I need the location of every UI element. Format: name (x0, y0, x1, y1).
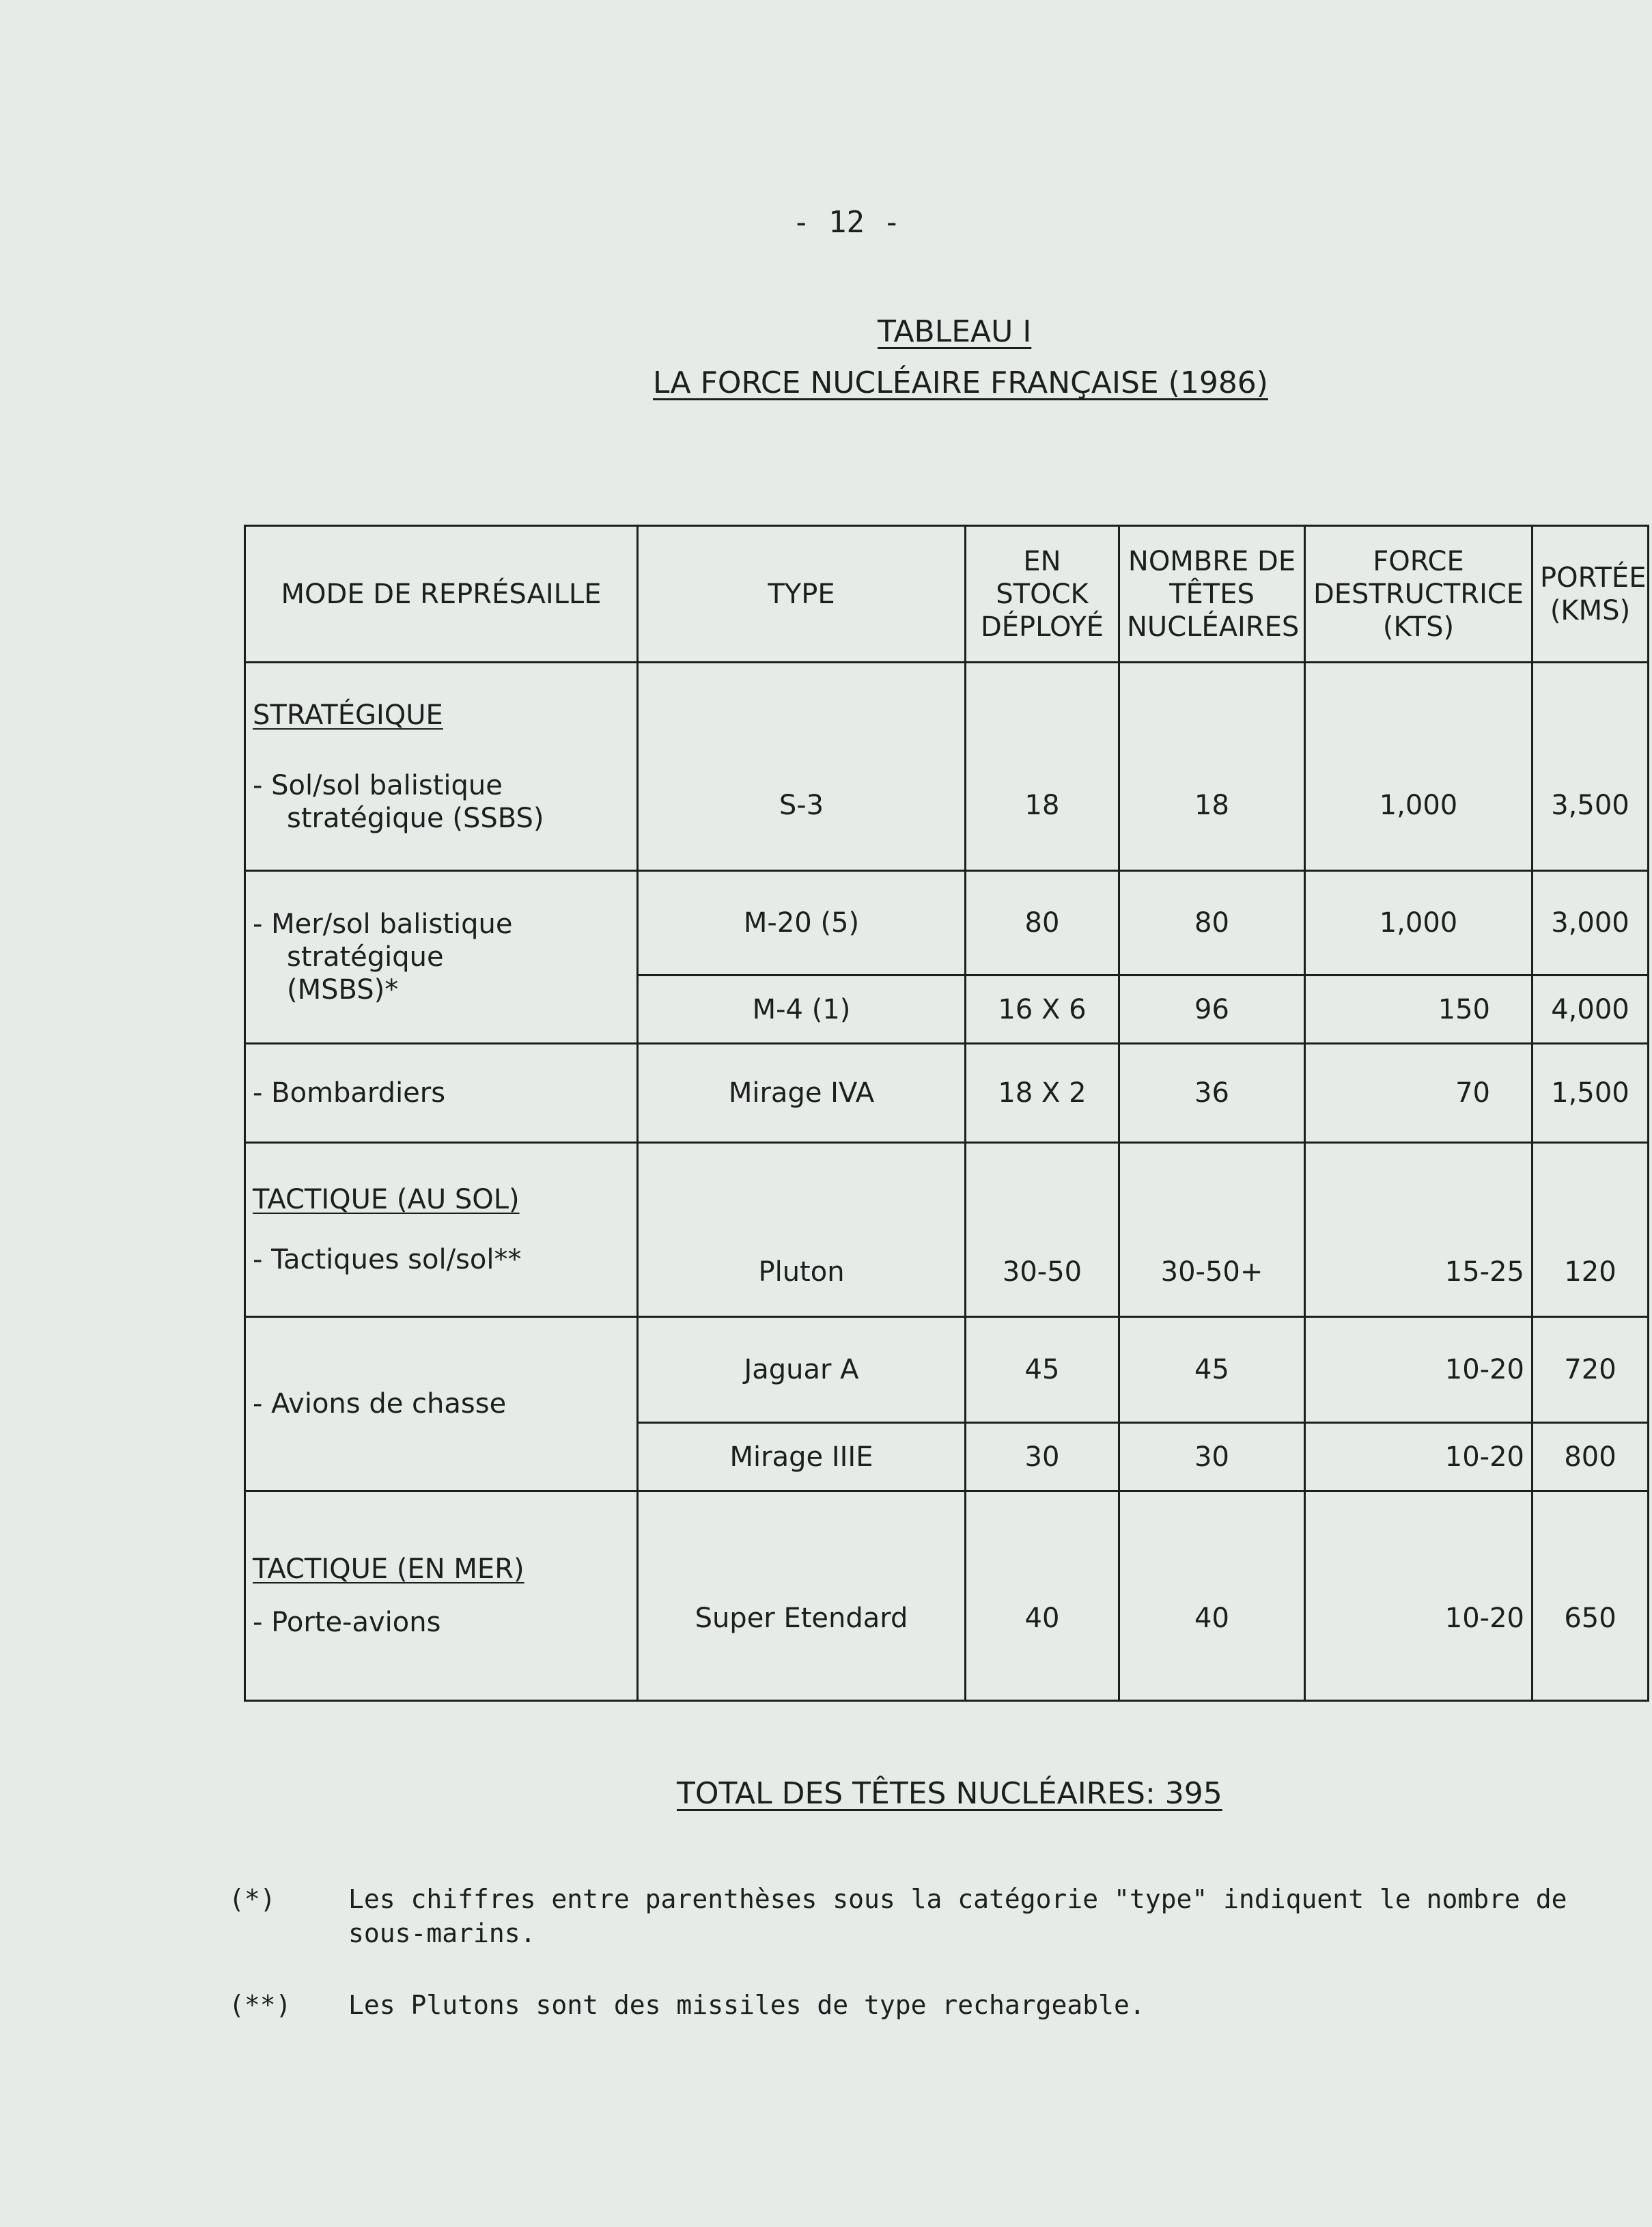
cell-stock: 16 X 6 (966, 976, 1119, 1044)
mode-line: - Mer/sol balistique (253, 909, 513, 940)
mode-line: stratégique (SSBS) (287, 802, 544, 834)
footnote-text: Les chiffres entre parenthèses sous la catégorie "type" indiquent le nombre de sous-marins. (348, 1884, 1567, 1948)
mode-line: (MSBS)* (287, 974, 399, 1006)
cell-portee: 3,000 (1532, 871, 1649, 976)
cell-portee: 800 (1532, 1423, 1649, 1491)
section-tactique-mer: TACTIQUE (EN MER) (253, 1553, 524, 1585)
cell-force: 1,000 (1305, 663, 1532, 871)
cell-type: Mirage IVA (638, 1044, 966, 1143)
table-subtitle: LA FORCE NUCLÉAIRE FRANÇAISE (1986) (653, 365, 1268, 400)
cell-force: 10-20 (1305, 1423, 1532, 1491)
mode-line: - Porte-avions (253, 1607, 441, 1638)
header-mode: MODE DE REPRÉSAILLE (245, 526, 638, 663)
mode-line: - Sol/sol balistique (253, 769, 503, 801)
cell-force: 10-20 (1305, 1317, 1532, 1423)
cell-stock: 18 (966, 663, 1119, 871)
table-title: TABLEAU I (878, 314, 1032, 349)
cell-mode (245, 663, 638, 871)
cell-force: 10-20 (1305, 1491, 1532, 1701)
cell-type: Jaguar A (638, 1317, 966, 1423)
footnote-mark: (*) (229, 1884, 276, 1914)
footnote-mark: (**) (229, 1990, 292, 2020)
cell-portee: 650 (1532, 1491, 1649, 1701)
cell-type: M-20 (5) (638, 871, 966, 976)
cell-stock: 80 (966, 871, 1119, 976)
section-tactique-sol: TACTIQUE (AU SOL) (253, 1184, 520, 1215)
cell-portee: 3,500 (1532, 663, 1649, 871)
cell-portee: 4,000 (1532, 976, 1649, 1044)
cell-tetes: 36 (1119, 1044, 1305, 1143)
cell-type: Mirage IIIE (638, 1423, 966, 1491)
table-row (245, 1491, 1649, 1701)
cell-portee: 120 (1532, 1143, 1649, 1317)
cell-type: Pluton (638, 1143, 966, 1317)
cell-force: 15-25 (1305, 1143, 1532, 1317)
table-row (245, 663, 1649, 871)
cell-type: M-4 (1) (638, 976, 966, 1044)
cell-tetes: 80 (1119, 871, 1305, 976)
cell-mode (245, 871, 638, 1044)
header-stock: EN STOCK DÉPLOYÉ (966, 526, 1119, 663)
table-row (245, 1143, 1649, 1317)
cell-portee: 720 (1532, 1317, 1649, 1423)
cell-force: 70 (1305, 1044, 1532, 1143)
header-portee: PORTÉE (KMS) (1532, 526, 1649, 663)
cell-tetes: 96 (1119, 976, 1305, 1044)
cell-mode (245, 1491, 638, 1701)
table-row (245, 1317, 1649, 1423)
header-type: TYPE (638, 526, 966, 663)
cell-stock: 30-50 (966, 1143, 1119, 1317)
cell-mode (245, 1143, 638, 1317)
mode-line: stratégique (287, 941, 444, 973)
table-row (245, 1044, 1649, 1143)
header-force: FORCE DESTRUCTRICE (KTS) (1305, 526, 1532, 663)
header-tetes: NOMBRE DE TÊTES NUCLÉAIRES (1119, 526, 1305, 663)
cell-tetes: 18 (1119, 663, 1305, 871)
section-strategique: STRATÉGIQUE (253, 699, 443, 731)
table-header-row (245, 526, 1649, 663)
page-number: - 12 - (792, 205, 901, 240)
total-warheads: TOTAL DES TÊTES NUCLÉAIRES: 395 (677, 1776, 1222, 1811)
table-row (245, 871, 1649, 976)
cell-type: Super Etendard (638, 1491, 966, 1701)
cell-tetes: 30-50+ (1119, 1143, 1305, 1317)
cell-type: S-3 (638, 663, 966, 871)
cell-tetes: 40 (1119, 1491, 1305, 1701)
cell-mode: - Bombardiers (245, 1044, 638, 1143)
cell-mode: - Avions de chasse (245, 1317, 638, 1491)
footnote-text: Les Plutons sont des missiles de type rechargeable. (348, 1990, 1145, 2020)
cell-force: 150 (1305, 976, 1532, 1044)
cell-tetes: 45 (1119, 1317, 1305, 1423)
cell-portee: 1,500 (1532, 1044, 1649, 1143)
cell-stock: 45 (966, 1317, 1119, 1423)
cell-force: 1,000 (1305, 871, 1532, 976)
cell-stock: 40 (966, 1491, 1119, 1701)
nuclear-force-table (244, 525, 1649, 1702)
cell-stock: 18 X 2 (966, 1044, 1119, 1143)
cell-stock: 30 (966, 1423, 1119, 1491)
mode-line: - Tactiques sol/sol** (253, 1244, 522, 1275)
cell-tetes: 30 (1119, 1423, 1305, 1491)
